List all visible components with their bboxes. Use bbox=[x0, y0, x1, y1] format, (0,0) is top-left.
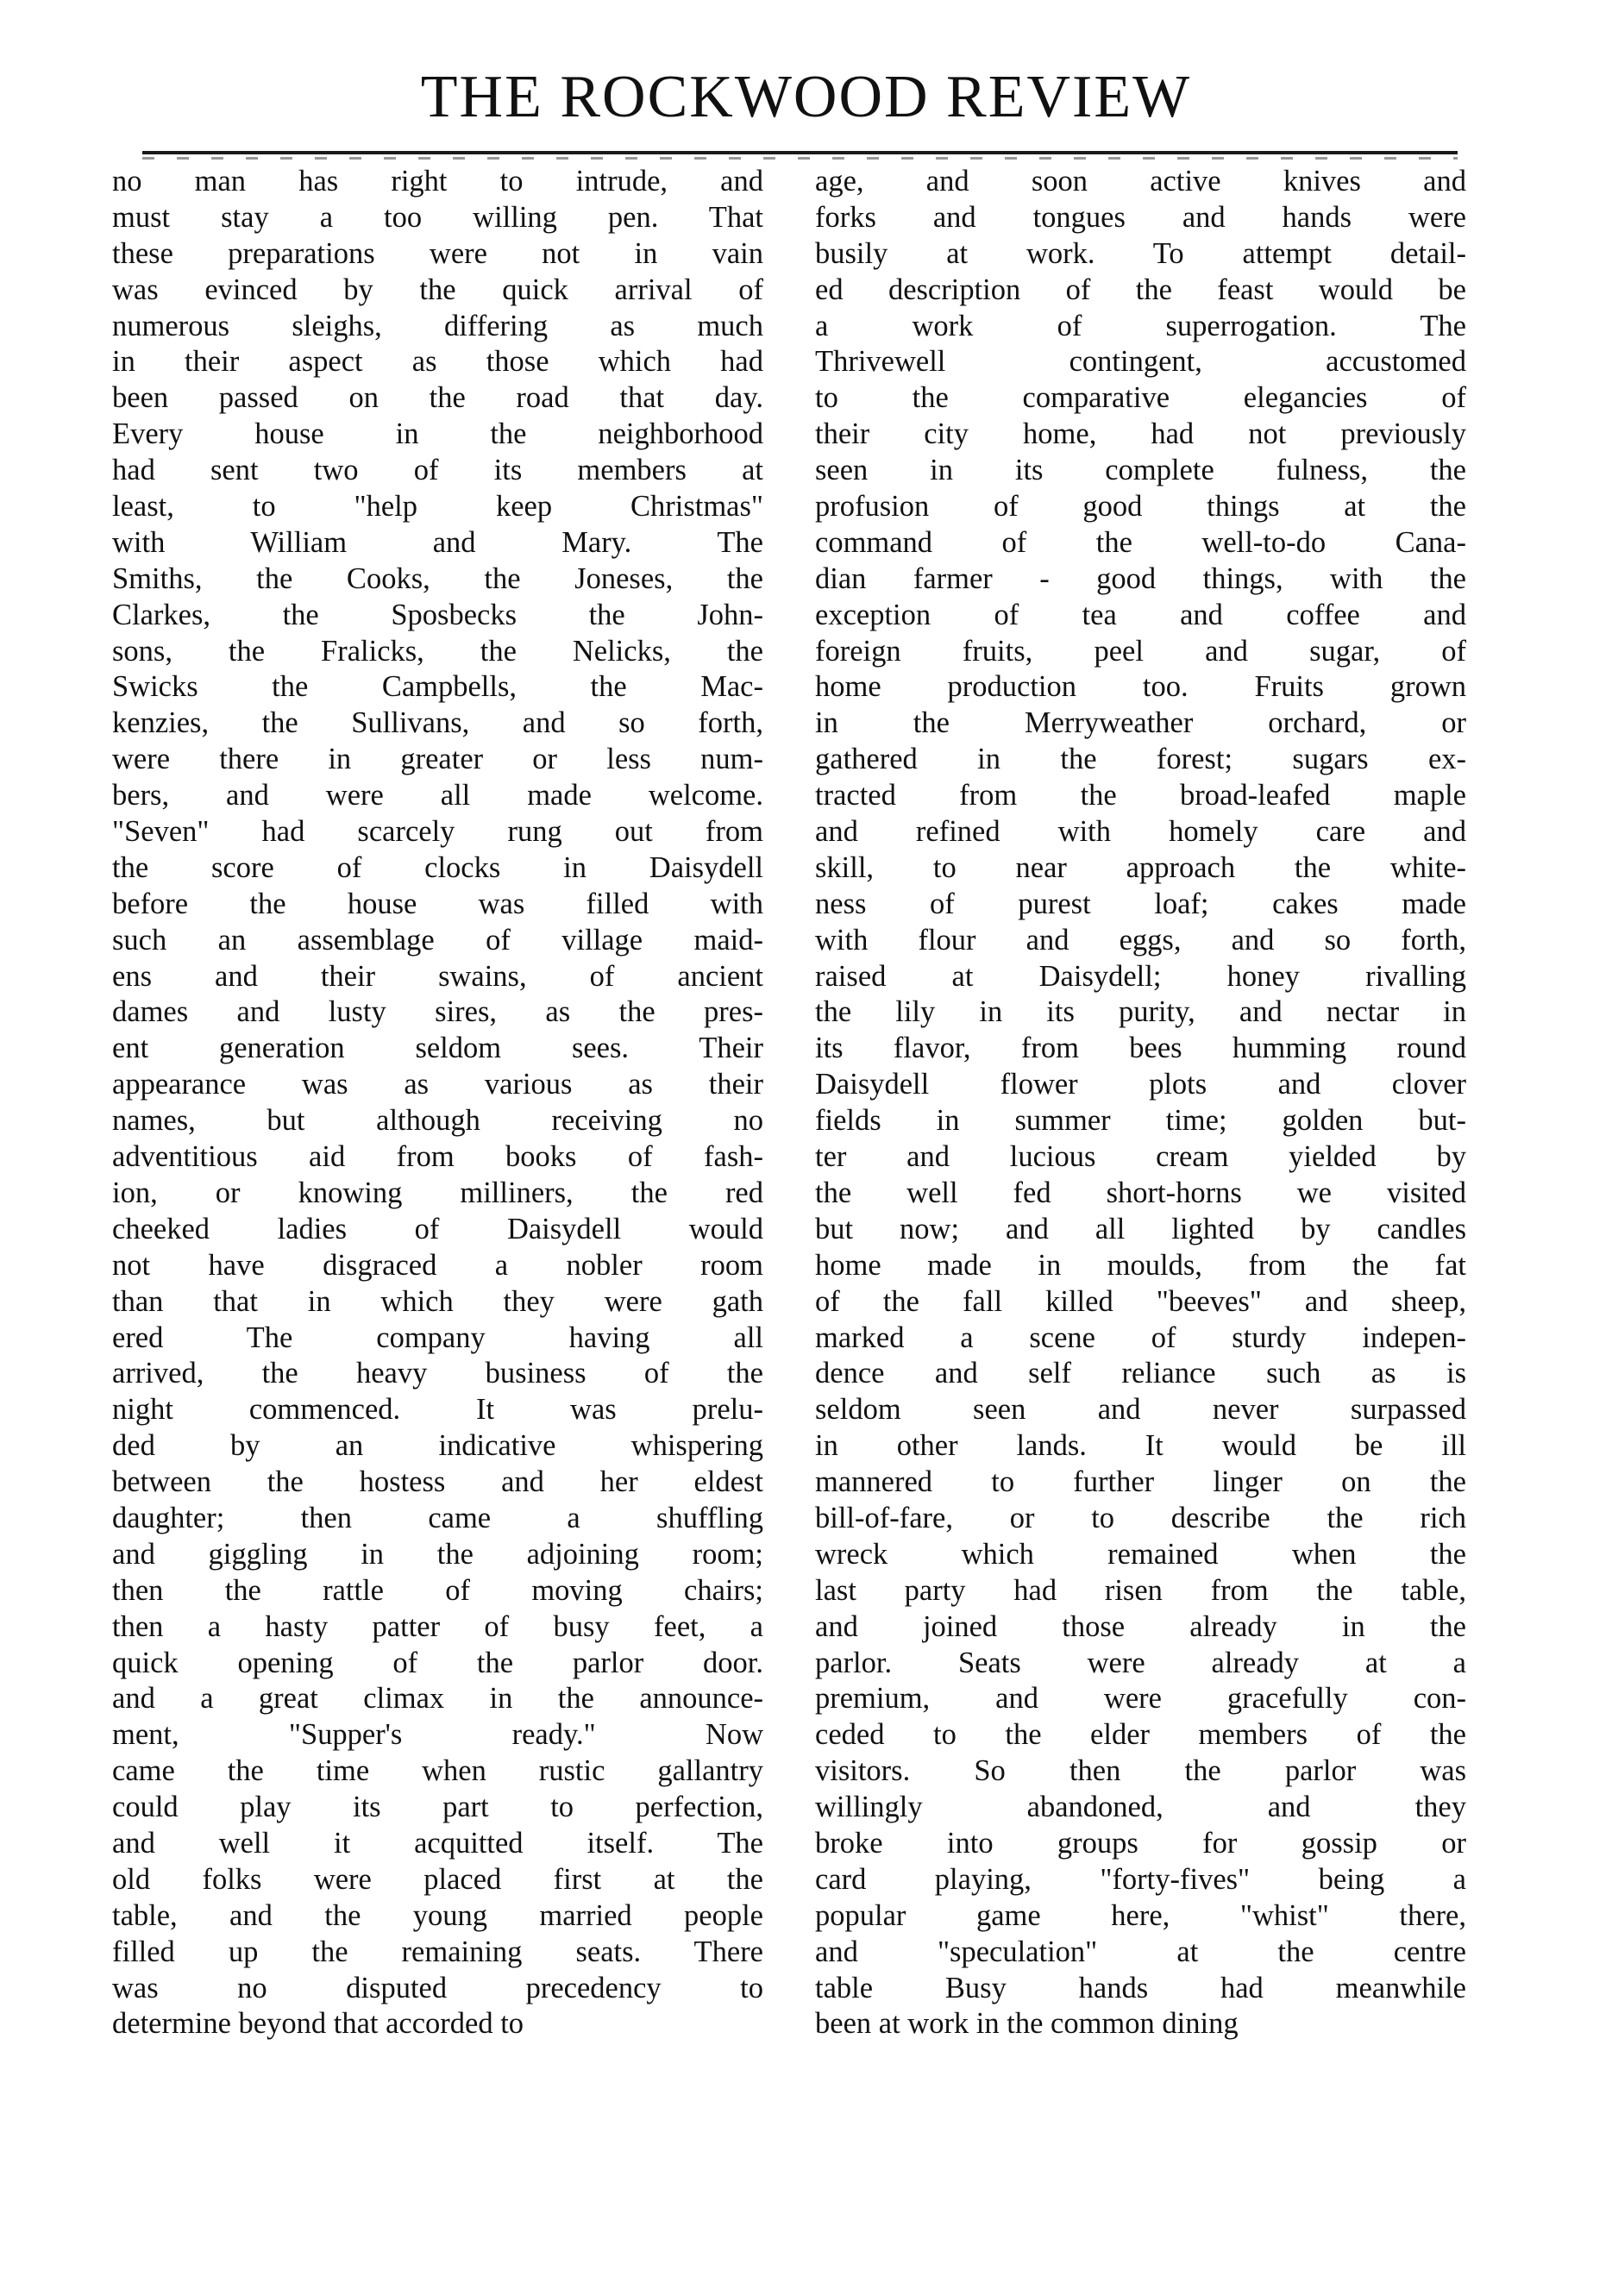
text-line: Smiths, the Cooks, the Joneses, the bbox=[112, 561, 763, 595]
text-line: and joined those already in the bbox=[815, 1609, 1466, 1643]
text-line: to the comparative elegancies of bbox=[815, 381, 1466, 415]
text-line: broke into groups for gossip or bbox=[815, 1826, 1466, 1860]
text-line: names, but although receiving no bbox=[112, 1104, 763, 1138]
text-line: seen in its complete fulness, the bbox=[815, 454, 1466, 487]
text-line: must stay a too willing pen. That bbox=[112, 200, 763, 234]
text-line: card playing, "forty-fives" being a bbox=[815, 1862, 1466, 1896]
page-header-title: THE ROCKWOOD REVIEW bbox=[420, 64, 1192, 130]
header-rule-decoration bbox=[142, 157, 1458, 160]
text-line: a work of superrogation. The bbox=[815, 309, 1466, 342]
text-line: age, and soon active knives and bbox=[815, 165, 1466, 198]
text-line: ness of purest loaf; cakes made bbox=[815, 887, 1466, 920]
text-line: these preparations were not in vain bbox=[112, 236, 763, 270]
text-line: Clarkes, the Sposbecks the John- bbox=[112, 598, 763, 631]
text-line: dence and self reliance such as is bbox=[815, 1357, 1466, 1390]
text-line: night commenced. It was prelu- bbox=[112, 1393, 763, 1427]
text-line: in their aspect as those which had bbox=[112, 345, 763, 379]
text-line: then the rattle of moving chairs; bbox=[112, 1573, 763, 1607]
text-line: ter and lucious cream yielded by bbox=[815, 1140, 1466, 1174]
text-line: such an assemblage of village maid- bbox=[112, 923, 763, 957]
text-line: determine beyond that accorded to bbox=[112, 2007, 524, 2041]
text-line: premium, and were gracefully con- bbox=[815, 1682, 1466, 1716]
text-line: mannered to further linger on the bbox=[815, 1465, 1466, 1499]
text-line: cheeked ladies of Daisydell would bbox=[112, 1212, 763, 1245]
text-line: was evinced by the quick arrival of bbox=[112, 273, 763, 306]
text-line: filled up the remaining seats. There bbox=[112, 1935, 763, 1968]
text-line: of the fall killed "beeves" and sheep, bbox=[815, 1284, 1466, 1318]
text-line: table, and the young married people bbox=[112, 1898, 763, 1932]
text-line: than that in which they were gath bbox=[112, 1284, 763, 1318]
text-line: command of the well-to-do Cana- bbox=[815, 525, 1466, 559]
text-line: ens and their swains, of ancient bbox=[112, 959, 763, 993]
text-line: dames and lusty sires, as the pres- bbox=[112, 995, 763, 1029]
text-line: fields in summer time; golden but- bbox=[815, 1104, 1466, 1138]
text-line: least, to "help keep Christmas" bbox=[112, 490, 763, 524]
text-line: been at work in the common dining bbox=[815, 2007, 1239, 2041]
text-line: been passed on the road that day. bbox=[112, 381, 763, 415]
header-rule bbox=[142, 151, 1458, 154]
text-line: ceded to the elder members of the bbox=[815, 1718, 1466, 1752]
text-line: gathered in the forest; sugars ex- bbox=[815, 743, 1466, 776]
text-line: with William and Mary. The bbox=[112, 525, 763, 559]
text-line: home production too. Fruits grown bbox=[815, 670, 1466, 704]
text-line: ered The company having all bbox=[112, 1321, 763, 1354]
text-line: was no disputed precedency to bbox=[112, 1971, 763, 2004]
text-line: with flour and eggs, and so forth, bbox=[815, 923, 1466, 957]
text-line: daughter; then came a shuffling bbox=[112, 1501, 763, 1534]
text-line: dian farmer - good things, with the bbox=[815, 561, 1466, 595]
text-line: Swicks the Campbells, the Mac- bbox=[112, 670, 763, 704]
text-line: seldom seen and never surpassed bbox=[815, 1393, 1466, 1427]
text-line: tracted from the broad-leafed maple bbox=[815, 779, 1466, 812]
text-line: parlor. Seats were already at a bbox=[815, 1646, 1466, 1679]
text-line: skill, to near approach the white- bbox=[815, 850, 1466, 884]
text-line: kenzies, the Sullivans, and so forth, bbox=[112, 706, 763, 740]
text-line: "Seven" had scarcely rung out from bbox=[112, 815, 763, 849]
text-line: bers, and were all made welcome. bbox=[112, 779, 763, 812]
text-line: had sent two of its members at bbox=[112, 454, 763, 487]
text-line: not have disgraced a nobler room bbox=[112, 1248, 763, 1282]
text-line: the lily in its purity, and nectar in bbox=[815, 995, 1466, 1029]
text-line: and "speculation" at the centre bbox=[815, 1935, 1466, 1968]
text-line: then a hasty patter of busy feet, a bbox=[112, 1609, 763, 1643]
text-line: willingly abandoned, and they bbox=[815, 1791, 1466, 1824]
text-line: and refined with homely care and bbox=[815, 815, 1466, 849]
text-line: numerous sleighs, differing as much bbox=[112, 309, 763, 342]
text-line: ion, or knowing milliners, the red bbox=[112, 1176, 763, 1209]
text-line: sons, the Fralicks, the Nelicks, the bbox=[112, 634, 763, 668]
text-line: table Busy hands had meanwhile bbox=[815, 1971, 1466, 2004]
text-line: Daisydell flower plots and clover bbox=[815, 1068, 1466, 1101]
text-line: popular game here, "whist" there, bbox=[815, 1898, 1466, 1932]
text-line: raised at Daisydell; honey rivalling bbox=[815, 959, 1466, 993]
text-line: visitors. So then the parlor was bbox=[815, 1754, 1466, 1788]
text-line: the well fed short-horns we visited bbox=[815, 1176, 1466, 1209]
text-line: and well it acquitted itself. The bbox=[112, 1826, 763, 1860]
text-line: its flavor, from bees humming round bbox=[815, 1032, 1466, 1065]
text-line: arrived, the heavy business of the bbox=[112, 1357, 763, 1390]
text-line: their city home, had not previously bbox=[815, 417, 1466, 451]
text-line: ded by an indicative whispering bbox=[112, 1429, 763, 1463]
text-line: bill-of-fare, or to describe the rich bbox=[815, 1501, 1466, 1534]
text-line: busily at work. To attempt detail- bbox=[815, 236, 1466, 270]
text-line: but now; and all lighted by candles bbox=[815, 1212, 1466, 1245]
text-line: and a great climax in the announce- bbox=[112, 1682, 763, 1716]
text-line: profusion of good things at the bbox=[815, 490, 1466, 524]
text-line: home made in moulds, from the fat bbox=[815, 1248, 1466, 1282]
text-line: Thrivewell contingent, accustomed bbox=[815, 345, 1466, 379]
text-line: in other lands. It would be ill bbox=[815, 1429, 1466, 1463]
text-line: quick opening of the parlor door. bbox=[112, 1646, 763, 1679]
text-line: exception of tea and coffee and bbox=[815, 598, 1466, 631]
text-line: no man has right to intrude, and bbox=[112, 165, 763, 198]
text-line: before the house was filled with bbox=[112, 887, 763, 920]
text-line: appearance was as various as their bbox=[112, 1068, 763, 1101]
text-line: in the Merryweather orchard, or bbox=[815, 706, 1466, 740]
text-line: wreck which remained when the bbox=[815, 1537, 1466, 1571]
text-line: Every house in the neighborhood bbox=[112, 417, 763, 451]
text-line: marked a scene of sturdy indepen- bbox=[815, 1321, 1466, 1354]
text-line: and giggling in the adjoining room; bbox=[112, 1537, 763, 1571]
text-line: between the hostess and her eldest bbox=[112, 1465, 763, 1499]
text-line: foreign fruits, peel and sugar, of bbox=[815, 634, 1466, 668]
text-line: came the time when rustic gallantry bbox=[112, 1754, 763, 1788]
text-line: ent generation seldom sees. Their bbox=[112, 1032, 763, 1065]
text-line: forks and tongues and hands were bbox=[815, 200, 1466, 234]
text-line: ment, "Supper's ready." Now bbox=[112, 1718, 763, 1752]
text-line: last party had risen from the table, bbox=[815, 1573, 1466, 1607]
text-line: the score of clocks in Daisydell bbox=[112, 850, 763, 884]
text-line: adventitious aid from books of fash- bbox=[112, 1140, 763, 1174]
text-line: were there in greater or less num- bbox=[112, 743, 763, 776]
text-line: ed description of the feast would be bbox=[815, 273, 1466, 306]
text-column-left bbox=[112, 164, 763, 2042]
text-column-right bbox=[815, 164, 1466, 2042]
text-line: old folks were placed first at the bbox=[112, 1862, 763, 1896]
text-line: could play its part to perfection, bbox=[112, 1791, 763, 1824]
